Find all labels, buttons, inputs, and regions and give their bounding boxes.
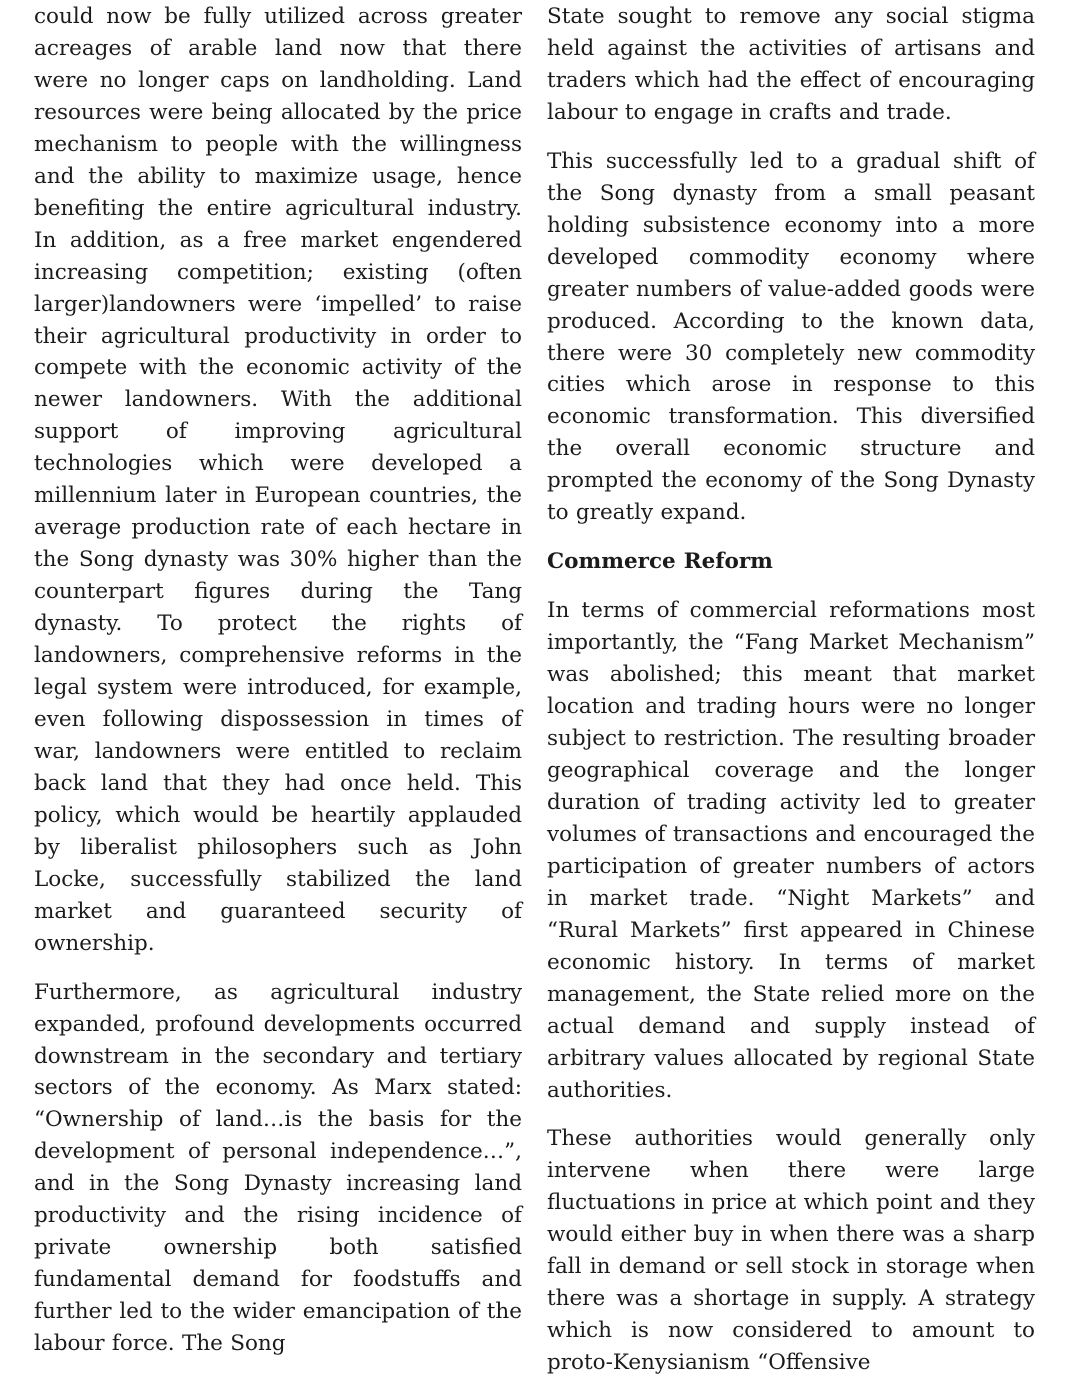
right-paragraph-fang-market: In terms of commercial reformations most importantly, the “Fang Market Mechanism” was abolished; this meant that market location and trading hours were no longer subject to restriction. The resulting broader geographical coverage and the longer duration of trading activity led to greater volumes of transactions and encouraged the participation of greater numbers of actors in market trade. “Night Markets” and “Rural Markets” first appeared in Chinese economic history. In terms of market management, the State relied more on the actual demand and supply instead of arbitrary values allocated by regional State authorities.	[547, 598, 1035, 1103]
right-paragraph-state-intervention: These authorities would generally only intervene when there were large fluctuations in price at which point and they would either buy in when there was a sharp fall in demand or sell stock in storage when there was a shortage in supply. A strategy which is now considered to amount to proto-Kenysianism “Offensive	[547, 1126, 1035, 1376]
left-column	[34, 1, 522, 1376]
left-paragraph-land-allocation: could now be fully utilized across greater acreages of arable land now that there were no longer caps on landholding. Land resources were being allocated by the price mechanism to people with the willingness and the ability to maximize usage, hence benefiting the entire agricultural industry. In addition, as a free market engendered increasing competition; existing (often larger)landowners were ‘impelled’ to raise their agricultural productivity in order to compete with the economic activity of the newer landowners. With the additional support of improving agricultural technologies which were developed a millennium later in European countries, the average production rate of each hectare in the Song dynasty was 30% higher than the counterpart figures during the Tang dynasty. To protect the rights of landowners, comprehensive reforms in the legal system were introduced, for example, even following dispossession in times of war, landowners were entitled to reclaim back land that they had once held. This policy, which would be heartily applauded by liberalist philosophers such as John Locke, successfully stabilized the land market and guaranteed security of ownership.	[34, 4, 522, 956]
left-paragraph-downstream-developments: Furthermore, as agricultural industry expanded, profound developments occurred downstream in the secondary and tertiary sectors of the economy. As Marx stated: “Ownership of land…is the basis for the development of personal independence…”, and in the Song Dynasty increasing land productivity and the rising incidence of private ownership both satisfied fundamental demand for foodstuffs and further led to the wider emancipation of the labour force. The Song	[34, 979, 522, 1357]
section-heading-commerce-reform: Commerce Reform	[547, 549, 773, 575]
right-paragraph-commodity-economy: This successfully led to a gradual shift of the Song dynasty from a small peasant holding subsistence economy into a more developed commodity economy where greater numbers of value-added goods were produced. According to the known data, there were 30 completely new commodity cities which arose in response to this economic transformation. This diversified the overall economic structure and prompted the economy of the Song Dynasty to greatly expand.	[547, 148, 1035, 526]
right-paragraph-social-stigma: State sought to remove any social stigma held against the activities of artisans and traders which had the effect of encouraging labour to engage in crafts and trade.	[547, 4, 1035, 125]
right-column	[547, 1, 1035, 1376]
